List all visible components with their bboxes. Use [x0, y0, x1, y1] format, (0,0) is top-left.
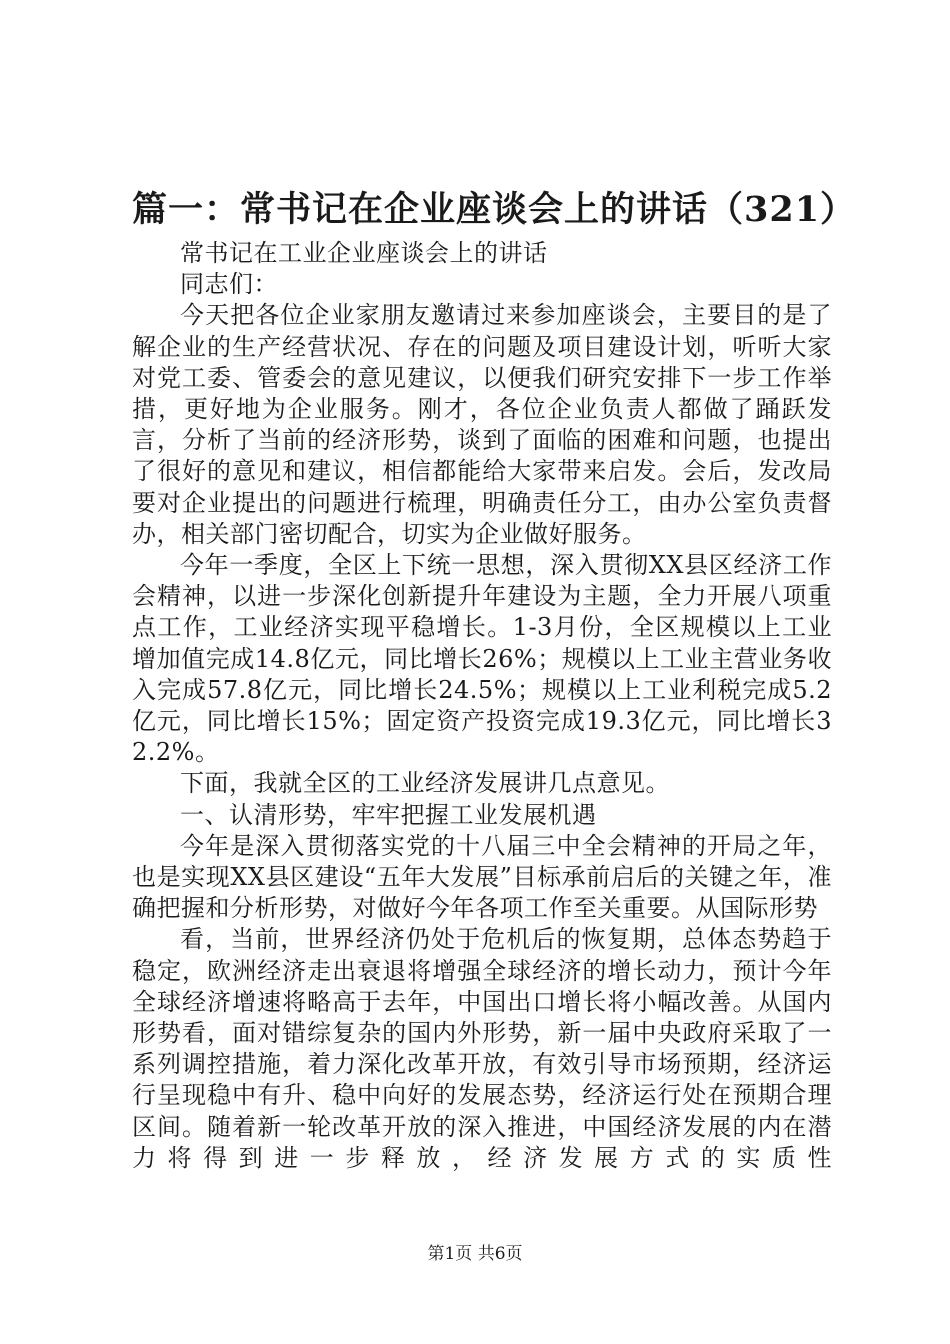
paragraph: 下面，我就全区的工业经济发展讲几点意见。: [180, 769, 670, 798]
paragraph: 今天把各位企业家朋友邀请过来参加座谈会，主要目的是了解企业的生产经营状况、存在的问题及项目建设计划，听听大家对党工委、管委会的意见建议，以便我们研究安排下一步工作举措，更好地为企业服务。刚才，各位企业负责人都做了踊跃发言，分析了当前的经济形势，谈到了面临的困难和问题，也提出了很好的意见和建议，相信都能给大家带来启发。会后，发改局要对企业提出的问题进行梳理，明确责任分工，由办公室负责督办，相关部门密切配合，切实为企业做好服务。: [132, 301, 832, 548]
salutation: 同志们：: [180, 270, 278, 299]
page-footer: 第1页 共6页: [427, 1244, 523, 1264]
paragraph: 今年一季度，全区上下统一思想，深入贯彻XX县区经济工作会精神，以进一步深化创新提升年建设为主题，全力开展八项重点工作，工业经济实现平稳增长。1-3月份，全区规模以上工业增加值完成14.8亿元，同比增长26%；规模以上工业主营业务收入完成57.8亿元，同比增长24.5%；规模以上工业利税完成5.2亿元，同比增长15%；固定资产投资完成19.3亿元，同比增长32.2%。: [132, 551, 832, 767]
paragraph: 今年是深入贯彻落实党的十八届三中全会精神的开局之年，也是实现XX县区建设“五年大发展”目标承前启后的关键之年，准确把握和分析形势，对做好今年各项工作至关重要。从国际形势: [132, 831, 832, 923]
section-heading: 一、认清形势，牢牢把握工业发展机遇: [180, 800, 597, 829]
document-body: [132, 238, 832, 1174]
page-title: 篇一：常书记在企业座谈会上的讲话（321）: [132, 189, 857, 230]
subtitle: 常书记在工业企业座谈会上的讲话: [180, 239, 548, 267]
paragraph: 看，当前，世界经济仍处于危机后的恢复期，总体态势趋于稳定，欧洲经济走出衰退将增强全球经济的增长动力，预计今年全球经济增速将略高于去年，中国出口增长将小幅改善。从国内形势看，面对错综复杂的国内外形势，新一届中央政府采取了一系列调控措施，着力深化改革开放，有效引导市场预期，经济运行呈现稳中有升、稳中向好的发展态势，经济运行处在预期合理区间。随着新一轮改革开放的深入推进，中国经济发展的内在潜力将得到进一步释放，经济发展方式的实质性: [132, 925, 832, 1172]
